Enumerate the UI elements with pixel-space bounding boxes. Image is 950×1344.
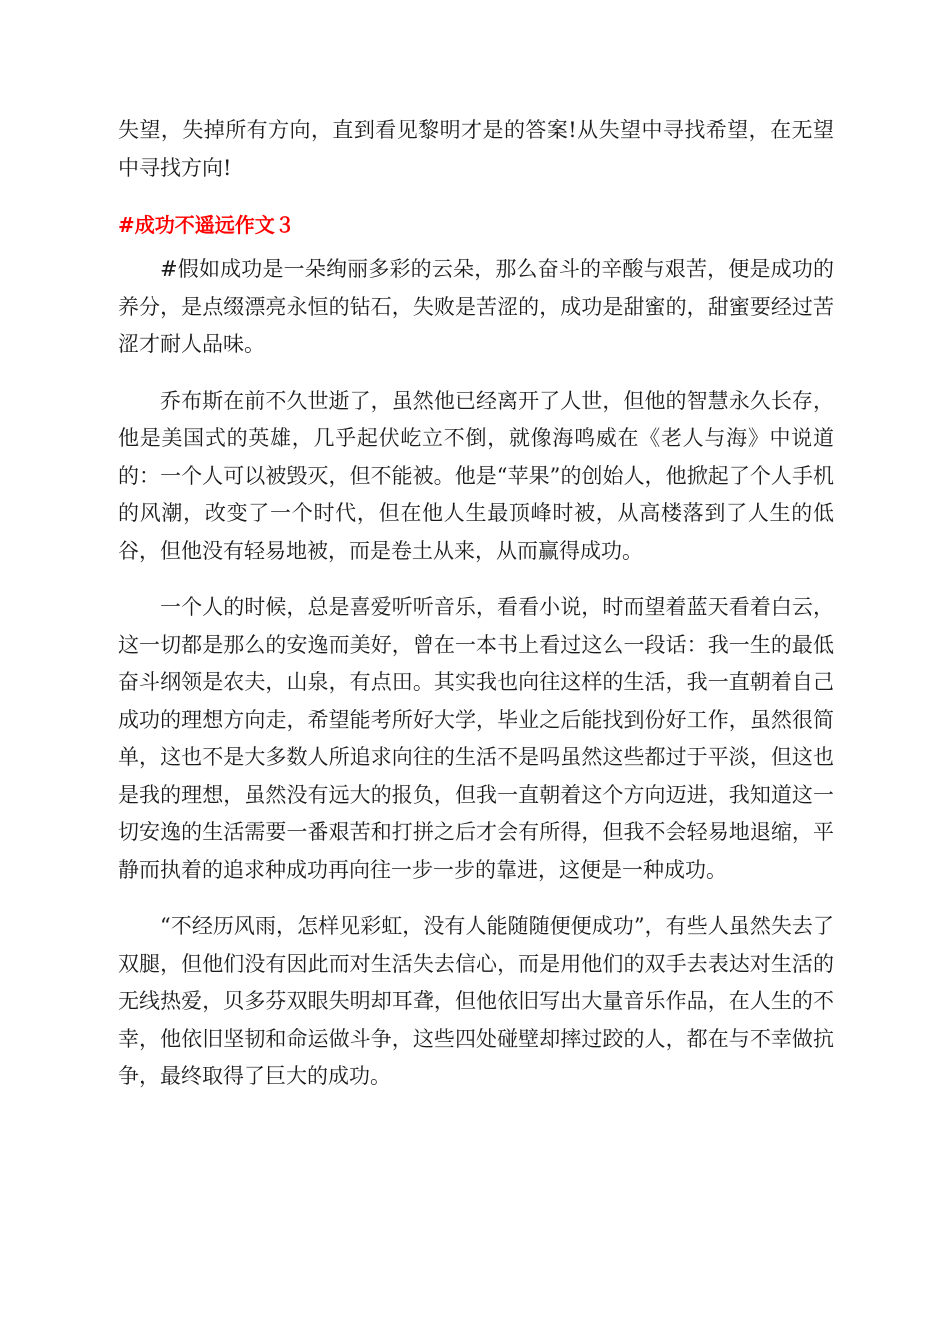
- paragraph-1: #假如成功是一朵绚丽多彩的云朵，那么奋斗的辛酸与艰苦，便是成功的养分，是点缀漂亮永恒的钻石，失败是苦涩的，成功是甜蜜的，甜蜜要经过苦涩才耐人品味。: [118, 257, 834, 356]
- continued-paragraph: 失望，失掉所有方向，直到看见黎明才是的答案!从失望中寻找希望，在无望中寻找方向!: [118, 118, 834, 180]
- paragraph-2: 乔布斯在前不久世逝了，虽然他已经离开了人世，但他的智慧永久长存，他是美国式的英雄，几乎起伏屹立不倒，就像海鸣威在《老人与海》中说道的：一个人可以被毁灭，但不能被。他是“苹果”的创始人，他掀起了个人手机的风潮，改变了一个时代，但在他人生最顶峰时被，从高楼落到了人生的低谷，但他没有轻易地被，而是卷土从来，从而赢得成功。: [118, 388, 834, 563]
- paragraph-4: “不经历风雨，怎样见彩虹，没有人能随随便便成功”，有些人虽然失去了双腿，但他们没有因此而对生活失去信心，而是用他们的双手去表达对生活的无线热爱，贝多芬双眼失明却耳聋，但他依旧写出大量音乐作品，在人生的不幸，他依旧坚韧和命运做斗争，这些四处碰壁却摔过跤的人，都在与不幸做抗争，最终取得了巨大的成功。: [118, 914, 834, 1088]
- document-body: [118, 112, 834, 1115]
- section-heading: #成功不遥远作文３: [118, 213, 295, 237]
- paragraph-3: 一个人的时候，总是喜爱听听音乐，看看小说，时而望着蓝天看着白云，这一切都是那么的安逸而美好，曾在一本书上看过这么一段话：我一生的最低奋斗纲领是农夫，山泉，有点田。其实我也向往这样的生活，我一直朝着自己成功的理想方向走，希望能考所好大学，毕业之后能找到份好工作，虽然很简单，这也不是大多数人所追求向往的生活不是吗虽然这些都过于平淡，但这也是我的理想，虽然没有远大的报负，但我一直朝着这个方向迈进，我知道这一切安逸的生活需要一番艰苦和打拼之后才会有所得，但我不会轻易地退缩，平静而执着的追求种成功再向往一步一步的靠进，这便是一种成功。: [118, 595, 834, 882]
